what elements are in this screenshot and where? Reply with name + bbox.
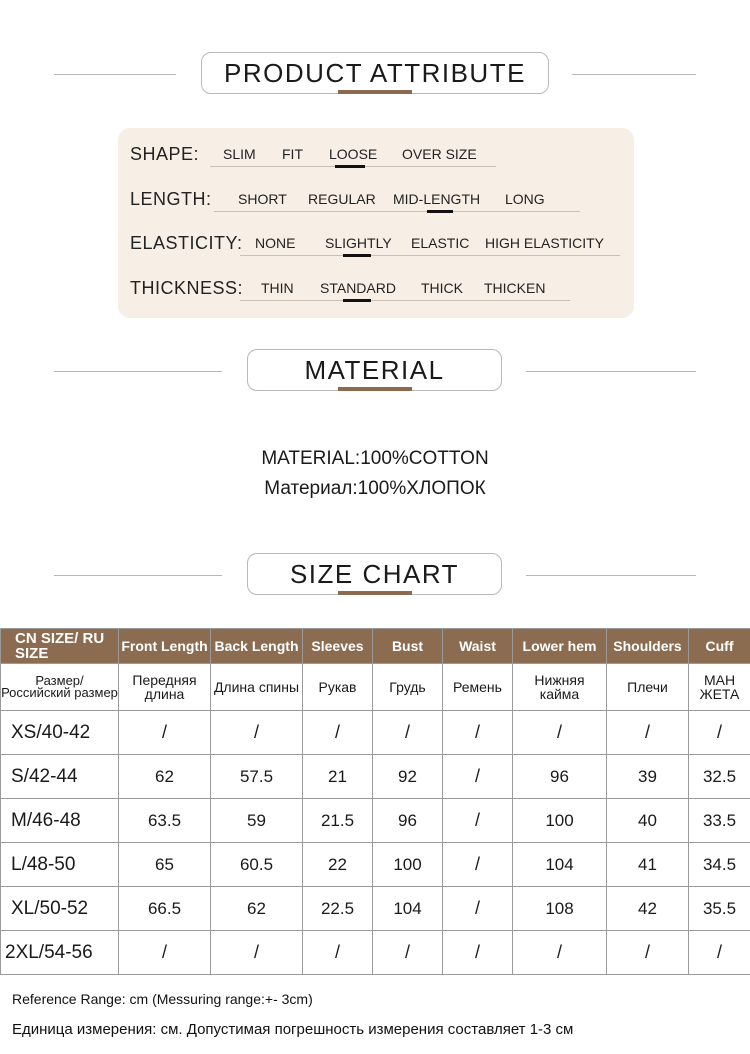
selected-mark	[427, 210, 453, 213]
value-cell: /	[607, 711, 689, 755]
size-chart-heading	[0, 553, 750, 599]
size-cell: 2XL/54-56	[1, 931, 119, 975]
attr-label: THICKNESS:	[130, 278, 244, 298]
value-cell: /	[373, 711, 443, 755]
value-cell: /	[443, 799, 513, 843]
value-cell: /	[373, 931, 443, 975]
value-cell: 66.5	[119, 887, 211, 931]
table-row	[1, 887, 750, 931]
selected-mark	[335, 165, 365, 168]
attribute-panel	[118, 128, 634, 318]
value-cell: 41	[607, 843, 689, 887]
value-cell: /	[443, 711, 513, 755]
value-cell: /	[443, 887, 513, 931]
material-text-en: MATERIAL:100%COTTON	[261, 448, 489, 469]
header-cell: Bust	[373, 629, 443, 664]
value-cell: 34.5	[689, 843, 750, 887]
value-cell: 33.5	[689, 799, 750, 843]
header-cell: Shoulders	[607, 629, 689, 664]
value-cell: /	[443, 755, 513, 799]
size-chart-label: SIZE CHART	[289, 558, 460, 589]
table-row	[1, 711, 750, 755]
size-chart-title	[247, 553, 502, 595]
value-cell: 92	[373, 755, 443, 799]
value-cell: 108	[513, 887, 607, 931]
value-cell: /	[689, 711, 750, 755]
divider-left	[54, 575, 222, 576]
table-row	[1, 931, 750, 975]
header-cell: Waist	[443, 629, 513, 664]
attr-row-thickness	[118, 274, 634, 304]
attr-option: FIT	[282, 146, 303, 162]
value-cell: /	[689, 931, 750, 975]
attr-option-selected: MID-LENGTH	[393, 191, 481, 207]
value-cell: 32.5	[689, 755, 750, 799]
value-cell: 63.5	[119, 799, 211, 843]
divider-right	[572, 74, 696, 75]
size-cell: XL/50-52	[1, 887, 119, 931]
header-cell: Передняя длина	[119, 664, 211, 711]
value-cell: 104	[513, 843, 607, 887]
attr-option: THICKEN	[484, 280, 546, 296]
table-row	[1, 843, 750, 887]
size-cell: XS/40-42	[1, 711, 119, 755]
attr-option: THICK	[421, 280, 463, 296]
value-cell: /	[607, 931, 689, 975]
product-attribute-heading	[0, 52, 750, 98]
value-cell: 39	[607, 755, 689, 799]
value-cell: 35.5	[689, 887, 750, 931]
size-table	[0, 628, 750, 975]
value-cell: 57.5	[211, 755, 303, 799]
size-cell: L/48-50	[1, 843, 119, 887]
attr-label: SHAPE:	[130, 144, 200, 164]
header-cell: Рукав	[303, 664, 373, 711]
table-header-en	[1, 629, 750, 664]
size-cell: S/42-44	[1, 755, 119, 799]
attr-option: LONG	[505, 191, 545, 207]
value-cell: /	[513, 931, 607, 975]
attr-option-selected: LOOSE	[329, 146, 378, 162]
header-cell: Грудь	[373, 664, 443, 711]
value-cell: 21.5	[303, 799, 373, 843]
header-cell: Cuff	[689, 629, 750, 664]
header-cell: МАН ЖЕТА	[689, 664, 750, 711]
title-accent	[338, 387, 412, 391]
material-text-ru: Материал:100%ХЛОПОК	[264, 478, 486, 499]
header-cell: Длина спины	[211, 664, 303, 711]
value-cell: /	[119, 711, 211, 755]
attr-option-selected: STANDARD	[320, 280, 396, 296]
value-cell: 60.5	[211, 843, 303, 887]
attr-underline	[240, 255, 620, 256]
value-cell: 62	[119, 755, 211, 799]
header-cell: Back Length	[211, 629, 303, 664]
attr-row-shape	[118, 140, 634, 170]
reference-note-en: Reference Range: cm (Messuring range:+- 3cm)	[12, 991, 313, 1007]
value-cell: /	[443, 843, 513, 887]
attr-option: NONE	[255, 235, 296, 251]
product-attribute-label: PRODUCT ATTRIBUTE	[224, 57, 526, 88]
divider-right	[526, 371, 696, 372]
value-cell: 62	[211, 887, 303, 931]
value-cell: /	[303, 711, 373, 755]
size-cell: M/46-48	[1, 799, 119, 843]
value-cell: /	[513, 711, 607, 755]
attr-row-length	[118, 185, 634, 215]
attr-option: ELASTIC	[411, 235, 470, 251]
value-cell: /	[303, 931, 373, 975]
attr-option: REGULAR	[308, 191, 376, 207]
attr-option: HIGH ELASTICITY	[485, 235, 605, 251]
title-accent	[338, 90, 412, 94]
value-cell: 100	[513, 799, 607, 843]
value-cell: 21	[303, 755, 373, 799]
header-cell: Размер/ Российский размер	[1, 664, 119, 711]
attr-underline	[214, 211, 580, 212]
attr-option: SHORT	[238, 191, 287, 207]
attr-row-elasticity	[118, 229, 634, 259]
attr-label: LENGTH:	[130, 189, 212, 209]
attr-option: OVER SIZE	[402, 146, 477, 162]
product-attribute-title	[201, 52, 549, 94]
table-row	[1, 799, 750, 843]
value-cell: 96	[513, 755, 607, 799]
value-cell: /	[443, 931, 513, 975]
attr-underline	[240, 300, 570, 301]
value-cell: 40	[607, 799, 689, 843]
divider-left	[54, 74, 176, 75]
header-cell: Front Length	[119, 629, 211, 664]
value-cell: /	[119, 931, 211, 975]
table-row	[1, 755, 750, 799]
header-cell: Нижняя кайма	[513, 664, 607, 711]
value-cell: 100	[373, 843, 443, 887]
title-accent	[338, 591, 412, 595]
value-cell: /	[211, 931, 303, 975]
attr-option: THIN	[261, 280, 294, 296]
header-cell: Sleeves	[303, 629, 373, 664]
value-cell: 22	[303, 843, 373, 887]
value-cell: 104	[373, 887, 443, 931]
material-heading	[0, 349, 750, 395]
header-cell: Lower hem	[513, 629, 607, 664]
selected-mark	[343, 299, 371, 302]
divider-left	[54, 371, 222, 372]
value-cell: 65	[119, 843, 211, 887]
value-cell: /	[211, 711, 303, 755]
header-cell: Плечи	[607, 664, 689, 711]
material-title	[247, 349, 502, 391]
header-cell: Ремень	[443, 664, 513, 711]
value-cell: 22.5	[303, 887, 373, 931]
value-cell: 59	[211, 799, 303, 843]
attr-option-selected: SLIGHTLY	[325, 235, 392, 251]
attr-option: SLIM	[223, 146, 256, 162]
material-label: MATERIAL	[304, 354, 445, 385]
selected-mark	[343, 254, 371, 257]
value-cell: 42	[607, 887, 689, 931]
attr-label: ELASTICITY:	[130, 233, 243, 253]
table-header-ru	[1, 664, 750, 711]
header-cell: CN SIZE/ RU SIZE	[1, 629, 119, 664]
divider-right	[526, 575, 696, 576]
value-cell: 96	[373, 799, 443, 843]
reference-note-ru: Единица измерения: см. Допустимая погрешность измерения составляет 1-3 см	[12, 1021, 574, 1038]
